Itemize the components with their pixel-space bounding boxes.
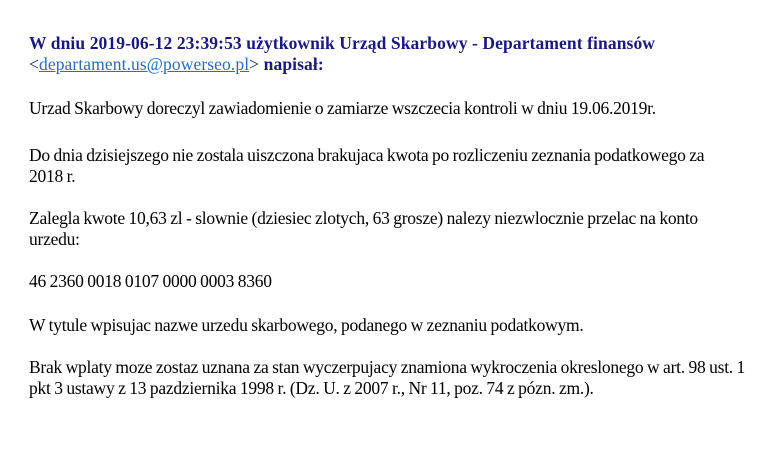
paragraph-title-instruction: W tytule wpisujac nazwe urzedu skarbowego, podanego w zeznaniu podatkowym. (29, 315, 584, 335)
paragraph-outstanding: Do dnia dzisiejszego nie zostala uiszczona brakujaca kwota po rozliczeniu zeznania podatkowego za 2018 r. (29, 145, 705, 186)
email-quote (29, 33, 769, 398)
account-number: 46 2360 0018 0107 0000 0003 8360 (29, 271, 272, 291)
paragraph-notice: Urzad Skarbowy doreczyl zawiadomienie o zamiarze wszczecia kontroli w dniu 19.06.2019r. (29, 98, 656, 118)
quote-header-suffix: napisał: (259, 54, 324, 74)
close-bracket: > (249, 54, 260, 74)
paragraph-legal-warning: Brak wplaty moze zostaz uznana za stan wyczerpujacy znamiona wykroczenia okreslonego w art. 98 ust. 1 pkt 3 ustawy z 13 pazdziernika 1998 r. (Dz. U. z 2007 r., Nr 11, poz. 74 z pózn. zm.). (29, 357, 746, 398)
quote-header-prefix: W dniu 2019-06-12 23:39:53 użytkownik Urząd Skarbowy - Departament finansów (29, 33, 656, 53)
open-bracket: < (29, 54, 39, 74)
paragraph-amount: Zalegla kwote 10,63 zl - slownie (dziesiec zlotych, 63 grosze) nalezy niezwlocznie przelac na konto urzedu: (29, 208, 698, 249)
sender-email-link[interactable]: departament.us@powerseo.pl (38, 54, 250, 74)
quote-header (29, 33, 769, 75)
